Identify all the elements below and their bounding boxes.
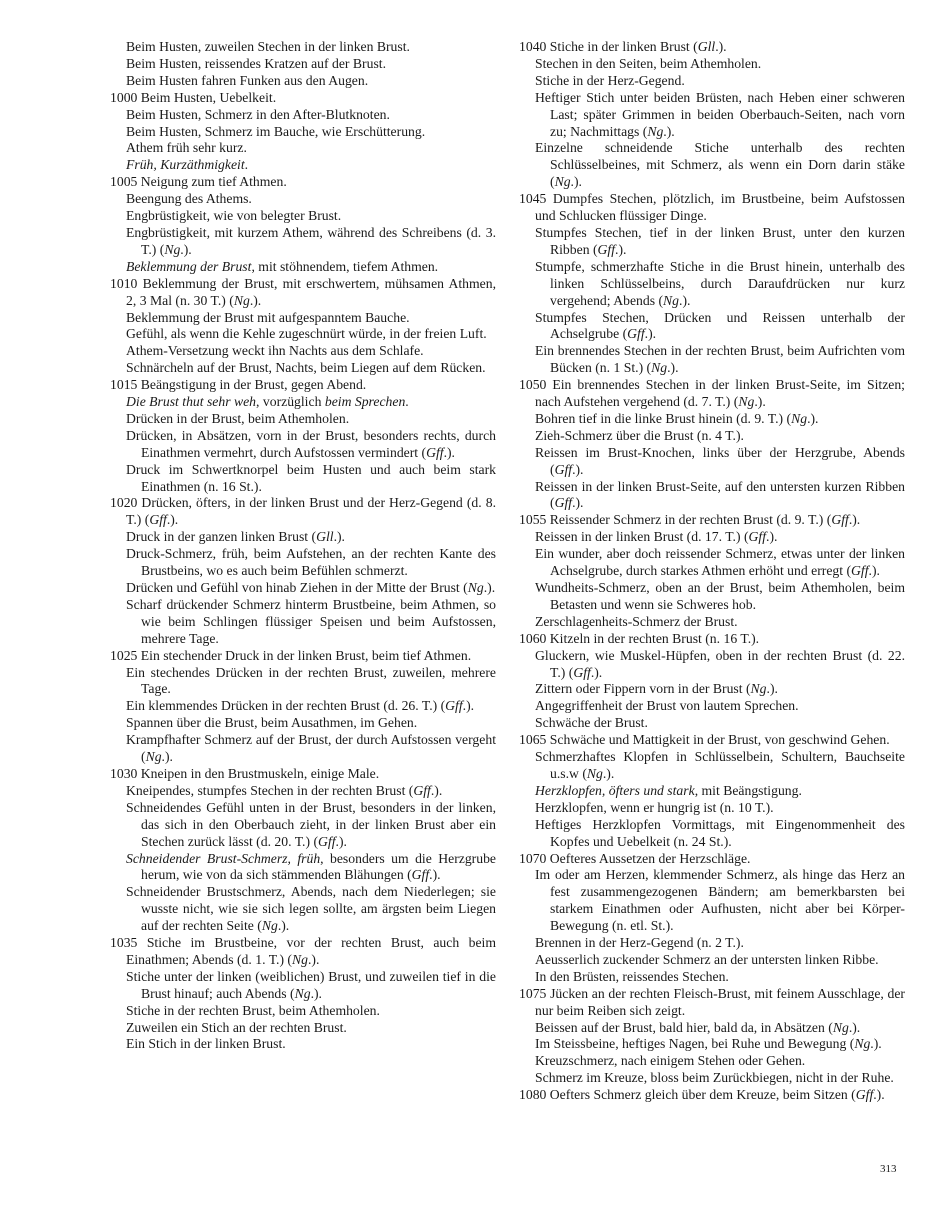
- symptom-entry: 1030 Kneipen in den Brustmuskeln, einige Male.: [110, 765, 380, 781]
- symptom-entry: Heftiger Stich unter beiden Brüsten, nach Heben einer schweren Last; später Grimmen in beiden Oberbauch-Seiten, nach vorn zu; Nachmittags (Ng.).: [535, 89, 905, 139]
- symptom-entry: Gefühl, als wenn die Kehle zugeschnürt würde, in der freien Luft.: [126, 326, 487, 342]
- left-column: [110, 39, 496, 1053]
- symptom-entry: Beim Husten, zuweilen Stechen in der linken Brust.: [126, 39, 410, 54]
- right-column: [519, 39, 905, 1104]
- symptom-entry: Schnärcheln auf der Brust, Nachts, beim Liegen auf dem Rücken.: [126, 360, 486, 376]
- symptom-entry: 1075 Jücken an der rechten Fleisch-Brust, mit feinem Ausschlage, der nur beim Reiben sich zeigt.: [519, 985, 905, 1018]
- symptom-entry: In den Brüsten, reissendes Stechen.: [535, 968, 729, 984]
- symptom-entry: Druck-Schmerz, früh, beim Aufstehen, an der rechten Kante des Brustbeins, wo es auch beim Befühlen schmerzt.: [126, 546, 496, 579]
- symptom-entry: 1020 Drücken, öfters, in der linken Brust und der Herz-Gegend (d. 8. T.) (Gff.).: [110, 495, 496, 528]
- symptom-entry: Zieh-Schmerz über die Brust (n. 4 T.).: [535, 427, 744, 443]
- symptom-entry: Ein stechendes Drücken in der rechten Brust, zuweilen, mehrere Tage.: [126, 664, 496, 697]
- symptom-entry: 1000 Beim Husten, Uebelkeit.: [110, 89, 277, 105]
- symptom-entry: Stiche in der Herz-Gegend.: [535, 72, 685, 88]
- symptom-entry: Athem früh sehr kurz.: [126, 140, 247, 156]
- symptom-entry: Ein brennendes Stechen in der rechten Brust, beim Aufrichten vom Bücken (n. 1 St.) (Ng.).: [535, 343, 905, 376]
- symptom-entry: Kreuzschmerz, nach einigem Stehen oder Gehen.: [535, 1053, 806, 1069]
- symptom-entry: Athem-Versetzung weckt ihn Nachts aus dem Schlafe.: [126, 343, 424, 359]
- symptom-entry: Stumpfes Stechen, tief in der linken Brust, unter den kurzen Ribben (Gff.).: [535, 224, 905, 257]
- symptom-entry: Stechen in den Seiten, beim Athemholen.: [535, 55, 762, 71]
- symptom-entry: Drücken und Gefühl von hinab Ziehen in der Mitte der Brust (Ng.).: [126, 580, 496, 595]
- symptom-entry: Reissen in der linken Brust (d. 17. T.) (Gff.).: [535, 529, 778, 545]
- symptom-entry: 1010 Beklemmung der Brust, mit erschwertem, mühsamen Athmen, 2, 3 Mal (n. 30 T.) (Ng.).: [110, 275, 496, 308]
- symptom-entry: Gluckern, wie Muskel-Hüpfen, oben in der rechten Brust (d. 22. T.) (Gff.).: [535, 647, 905, 680]
- symptom-entry: Die Brust thut sehr weh, vorzüglich beim Sprechen.: [126, 394, 409, 410]
- symptom-entry: Beissen auf der Brust, bald hier, bald da, in Absätzen (Ng.).: [535, 1019, 861, 1035]
- symptom-entry: Reissen in der linken Brust-Seite, auf den untersten kurzen Ribben (Gff.).: [535, 478, 905, 511]
- symptom-entry: Brennen in der Herz-Gegend (n. 2 T.).: [535, 935, 744, 951]
- symptom-entry: 1035 Stiche im Brustbeine, vor der rechten Brust, auch beim Einathmen; Abends (d. 1. T.) (Ng.).: [110, 935, 496, 967]
- symptom-entry: 1055 Reissender Schmerz in der rechten Brust (d. 9. T.) (Gff.).: [519, 512, 861, 528]
- symptom-entry: 1040 Stiche in der linken Brust (Gll.).: [519, 39, 727, 54]
- symptom-entry: Beim Husten, Schmerz im Bauche, wie Erschütterung.: [126, 123, 426, 139]
- symptom-entry: 1080 Oefters Schmerz gleich über dem Kreuze, beim Sitzen (Gff.).: [519, 1087, 885, 1103]
- symptom-entry: 1015 Beängstigung in der Brust, gegen Abend.: [110, 377, 367, 393]
- symptom-entry: Ein wunder, aber doch reissender Schmerz, etwas unter der linken Achselgrube, durch starkes Athmen erhöht und erregt (Gff.).: [535, 546, 905, 579]
- symptom-entry: Engbrüstigkeit, mit kurzem Athem, während des Schreibens (d. 3. T.) (Ng.).: [126, 224, 496, 257]
- symptom-entry: Heftiges Herzklopfen Vormittags, mit Eingenommenheit des Kopfes und Uebelkeit (n. 24 St.).: [535, 816, 905, 849]
- symptom-entry: Beengung des Athems.: [126, 191, 252, 207]
- symptom-entry: Druck in der ganzen linken Brust (Gll.).: [126, 529, 345, 545]
- symptom-entry: Zerschlagenheits-Schmerz der Brust.: [535, 613, 738, 629]
- symptom-entry: Stiche unter der linken (weiblichen) Brust, und zuweilen tief in die Brust hinauf; auch Abends (Ng.).: [126, 968, 496, 1001]
- symptom-entry: Engbrüstigkeit, wie von belegter Brust.: [126, 208, 342, 224]
- symptom-entry: Stumpfes Stechen, Drücken und Reissen unterhalb der Achselgrube (Gff.).: [535, 309, 905, 342]
- symptom-entry: Zuweilen ein Stich an der rechten Brust.: [126, 1019, 347, 1035]
- symptom-entry: Einzelne schneidende Stiche unterhalb des rechten Schlüsselbeines, mit Schmerz, als wenn ein Dorn darin stäke (Ng.).: [535, 140, 905, 190]
- symptom-entry: Krampfhafter Schmerz auf der Brust, der durch Aufstossen vergeht (Ng.).: [126, 732, 496, 765]
- symptom-entry: Schmerz im Kreuze, bloss beim Zurückbiegen, nicht in der Ruhe.: [535, 1070, 894, 1086]
- symptom-entry: Beim Husten, reissendes Kratzen auf der Brust.: [126, 55, 386, 71]
- page-number: 313: [880, 1163, 897, 1175]
- symptom-entry: Stumpfe, schmerzhafte Stiche in die Brust hinein, unterhalb des linken Schlüsselbeins, durch Daraufdrücken nur kurz vergehend; Abends (Ng.).: [535, 258, 905, 308]
- symptom-entry: Beim Husten fahren Funken aus den Augen.: [126, 72, 369, 88]
- symptom-entry: Beklemmung der Brust, mit stöhnendem, tiefem Athmen.: [126, 258, 439, 274]
- symptom-entry: Herzklopfen, öfters und stark, mit Beängstigung.: [535, 782, 802, 798]
- symptom-entry: Im Steissbeine, heftiges Nagen, bei Ruhe und Bewegung (Ng.).: [535, 1036, 882, 1052]
- symptom-entry: Druck im Schwertknorpel beim Husten und auch beim stark Einathmen (n. 16 St.).: [126, 461, 496, 494]
- symptom-entry: Aeusserlich zuckender Schmerz an der untersten linken Ribbe.: [535, 951, 879, 967]
- symptom-entry: Im oder am Herzen, klemmender Schmerz, als hinge das Herz an fest zusammengezogenen Bändern; am bemerkbarsten bei starkem Einathmen oder Aufhusten, nicht aber bei Körper-Bewegung (n. etl. St.).: [535, 867, 905, 934]
- symptom-entry: Beim Husten, Schmerz in den After-Blutknoten.: [126, 106, 390, 122]
- symptom-entry: Drücken in der Brust, beim Athemholen.: [126, 410, 350, 426]
- symptom-entry: 1025 Ein stechender Druck in der linken Brust, beim tief Athmen.: [110, 647, 472, 663]
- symptom-entry: Früh, Kurzäthmigkeit.: [126, 157, 249, 173]
- symptom-entry: Spannen über die Brust, beim Ausathmen, im Gehen.: [126, 715, 418, 731]
- symptom-entry: 1060 Kitzeln in der rechten Brust (n. 16 T.).: [519, 630, 760, 646]
- symptom-entry: 1070 Oefteres Aussetzen der Herzschläge.: [519, 850, 751, 866]
- symptom-entry: Schwäche der Brust.: [535, 715, 648, 731]
- symptom-entry: Ein klemmendes Drücken in der rechten Brust (d. 26. T.) (Gff.).: [126, 698, 475, 714]
- symptom-entry: 1045 Dumpfes Stechen, plötzlich, im Brustbeine, beim Aufstossen und Schlucken flüssiger Dinge.: [519, 191, 905, 224]
- symptom-entry: 1005 Neigung zum tief Athmen.: [110, 174, 287, 190]
- symptom-entry: Reissen im Brust-Knochen, links über der Herzgrube, Abends (Gff.).: [535, 444, 905, 477]
- symptom-entry: Beklemmung der Brust mit aufgespanntem Bauche.: [126, 309, 410, 325]
- symptom-entry: Schneidendes Gefühl unten in der Brust, besonders in der linken, das sich in den Oberbauch zieht, in der linken Brust aber ein Stechen zurück lässt (d. 20. T.) (Gff.).: [126, 799, 496, 849]
- symptom-entry: 1050 Ein brennendes Stechen in der linken Brust-Seite, im Sitzen; nach Aufstehen vergehend (d. 7. T.) (Ng.).: [519, 377, 905, 410]
- symptom-entry: Schneidender Brust-Schmerz, früh, besonders um die Herzgrube herum, wie von da sich stämmenden Blähungen (Gff.).: [126, 850, 496, 883]
- symptom-entry: Ein Stich in der linken Brust.: [126, 1036, 286, 1052]
- symptom-entry: Schneidender Brustschmerz, Abends, nach dem Niederlegen; sie wusste nicht, wie sie sich legen sollte, am ärgsten beim Liegen auf der rechten Seite (Ng.).: [126, 884, 496, 934]
- symptom-entry: Kneipendes, stumpfes Stechen in der rechten Brust (Gff.).: [126, 782, 443, 798]
- symptom-entry: Angegriffenheit der Brust von lautem Sprechen.: [535, 698, 799, 714]
- symptom-entry: Zittern oder Fippern vorn in der Brust (Ng.).: [535, 681, 778, 697]
- symptom-entry: Bohren tief in die linke Brust hinein (d. 9. T.) (Ng.).: [535, 410, 819, 426]
- symptom-entry: Wundheits-Schmerz, oben an der Brust, beim Athemholen, beim Betasten und wenn sie Schweres hob.: [535, 580, 905, 612]
- symptom-entry: Herzklopfen, wenn er hungrig ist (n. 10 T.).: [535, 799, 774, 815]
- symptom-entry: Stiche in der rechten Brust, beim Athemholen.: [126, 1002, 380, 1018]
- symptom-entry: Drücken, in Absätzen, vorn in der Brust, besonders rechts, durch Einathmen vermehrt, durch Aufstossen vermindert (Gff.).: [126, 427, 496, 460]
- symptom-entry: 1065 Schwäche und Mattigkeit in der Brust, von geschwind Gehen.: [519, 732, 890, 748]
- symptom-entry: Scharf drückender Schmerz hinterm Brustbeine, beim Athmen, so wie beim Schlingen flüssiger Speisen und beim Aufstossen, mehrere Tage.: [126, 596, 496, 646]
- symptom-entry: Schmerzhaftes Klopfen in Schlüsselbein, Schultern, Bauchseite u.s.w (Ng.).: [535, 749, 905, 781]
